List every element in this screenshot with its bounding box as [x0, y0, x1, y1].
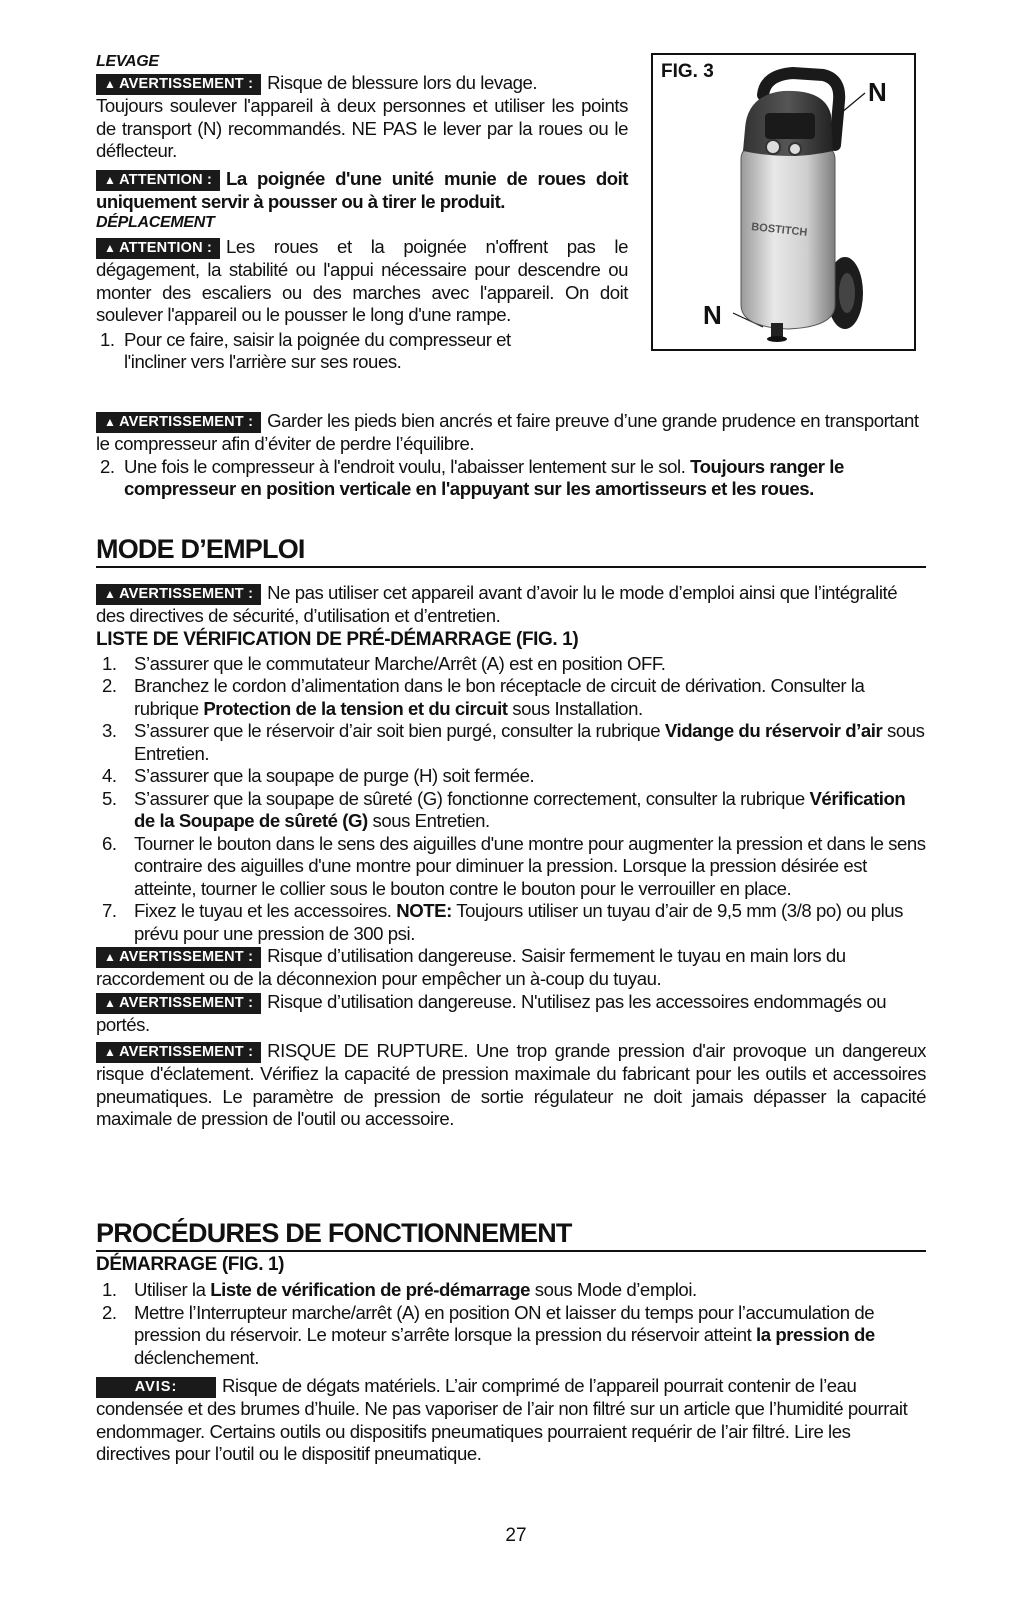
demarrage-title: DÉMARRAGE (FIG. 1) [96, 1254, 285, 1275]
warning-text: Risque d’utilisation dangereuse. Saisir fermement le tuyau en main lors du raccordement ou de la déconnexion pour empêcher un à-coup du tuyau. [96, 945, 846, 989]
warning-text: Ne pas utiliser cet appareil avant d’avoir lu le mode d’emploi ainsi que l’intégralité des directives de sécurité, d’utilisation et d’entretien. [96, 582, 898, 626]
figure-3 [651, 53, 916, 351]
warning-triangle-icon: ▲ [104, 415, 117, 429]
list-item: 5. S’assurer que la soupape de sûreté (G) fonctionne correctement, consulter la rubrique Vérification de la Soupape de sûreté (G) sous Entretien. [102, 787, 906, 831]
levage-section [96, 52, 628, 374]
notice-text: Risque de dégats matériels. L’air comprimé de l’appareil pourrait contenir de l’eau condensée et des brumes d’huile. Ne pas vaporiser de l’air non filtré sur un article que l’humidité pourrait endommager. Certains outils ou dispositifs pneumatiques pourraient requérir de l’air filtré. Lire les directives pour l’outil ou le dispositif pneumatique. [96, 1375, 908, 1464]
attention-text: La poignée d'une unité munie de roues doit uniquement servir à pousser ou à tirer le produit. [96, 167, 628, 212]
warning-text: Garder les pieds bien ancrés et faire preuve d’une grande prudence en transportant le compresseur afin d’éviter de perdre l’équilibre. [96, 410, 919, 454]
manual-page [96, 0, 936, 1600]
warning-text: Risque d’utilisation dangereuse. N'utilisez pas les accessoires endommagés ou portés. [96, 990, 887, 1035]
list-item: 6. Tourner le bouton dans le sens des aiguilles d'une montre pour augmenter la pression et dans le sens contraire des aiguilles d'une montre pour diminuer la pression. Lorsque la pression désirée est atteinte, tourner le collier sous le bouton contre le bouton pour le verrouiller en place. [102, 832, 926, 899]
warning-triangle-icon: ▲ [104, 172, 117, 187]
attention-badge: ▲ ATTENTION : [96, 238, 220, 259]
deplacement-steps-2 [96, 456, 936, 501]
demarrage-steps [96, 1279, 926, 1369]
section-title: PROCÉDURES DE FONCTIONNEMENT [96, 1216, 926, 1252]
warning-badge: ▲ AVERTISSEMENT : [96, 993, 261, 1014]
callout-n-bottom: N [703, 300, 722, 330]
list-item: 4. S’assurer que la soupape de purge (H) soit fermée. [102, 765, 535, 786]
attention-badge: ▲ ATTENTION : [96, 170, 220, 191]
list-item: 3. S’assurer que le réservoir d’air soit bien purgé, consulter la rubrique Vidange du réservoir d’air sous Entretien. [102, 720, 925, 764]
deplacement-steps-1 [96, 329, 628, 374]
procedures-section [96, 1216, 926, 1466]
warning-badge: ▲ AVERTISSEMENT : [96, 947, 261, 968]
warning-triangle-icon: ▲ [104, 587, 117, 601]
list-item: 1. Pour ce faire, saisir la poignée du compresseur et l'incliner vers l'arrière sur ses roues. [100, 328, 511, 372]
checklist [96, 653, 926, 946]
warning-triangle-icon: ▲ [104, 241, 117, 255]
brand-label: BOSTITCH [750, 221, 808, 239]
warning-text: Risque de blessure lors du levage. [267, 72, 538, 93]
list-item: 2. Mettre l’Interrupteur marche/arrêt (A) en position ON et laisser du temps pour l’accumulation de pression du réservoir. Le moteur s’arrête lorsque la pression du réservoir atteint la pression de déclenchement. [102, 1301, 875, 1368]
figure-label: FIG. 3 [661, 61, 714, 82]
section-title: MODE D’EMPLOI [96, 532, 926, 568]
deplacement-continued [96, 410, 936, 501]
warning-badge: ▲ AVERTISSEMENT : [96, 74, 261, 95]
attention-text: Les roues et la poignée n'offrent pas le dégagement, la stabilité ou l'appui nécessaire pour descendre ou monter des escaliers ou des marches avec l'appareil. On doit soulever l'appareil ou le pousser le long d'une rampe. [96, 236, 628, 325]
deplacement-subhead: DÉPLACEMENT [96, 214, 215, 231]
warning-badge: ▲ AVERTISSEMENT : [96, 584, 261, 605]
levage-subhead: LEVAGE [96, 53, 159, 70]
warning-triangle-icon: ▲ [104, 1045, 117, 1059]
compressor-illustration [653, 55, 914, 349]
page-number: 27 [505, 1525, 527, 1546]
warning-badge: ▲ AVERTISSEMENT : [96, 412, 261, 433]
list-item: 2. Branchez le cordon d’alimentation dans le bon réceptacle de circuit de dérivation. Consulter la rubrique Protection de la tension et du circuit sous Installation. [102, 675, 865, 719]
levage-paragraph: Toujours soulever l'appareil à deux personnes et utiliser les points de transport (N) recommandés. NE PAS le lever par la roues ou le déflecteur. [96, 95, 628, 161]
list-item: 2. Une fois le compresseur à l'endroit voulu, l'abaisser lentement sur le sol. Toujours ranger le compresseur en position verticale en l'appuyant sur les amortisseurs et les roues. [100, 455, 844, 499]
callout-n-top: N [868, 77, 887, 107]
list-item: 1. S’assurer que le commutateur Marche/Arrêt (A) est en position OFF. [102, 652, 666, 674]
mode-emploi-section [96, 532, 926, 1131]
list-item: 1. Utiliser la Liste de vérification de pré-démarrage sous Mode d’emploi. [102, 1279, 697, 1300]
warning-text: RISQUE DE RUPTURE. Une trop grande pression d'air provoque un dangereux risque d'éclatement. Vérifiez la capacité de pression maximale du fabricant pour les outils et accessoires pneumatiques. Le paramètre de pression de sortie régulateur ne doit jamais dépasser la capacité maximale de pression de l'outil ou accessoire. [96, 1040, 926, 1129]
checklist-title: LISTE DE VÉRIFICATION DE PRÉ-DÉMARRAGE (FIG. 1) [96, 628, 579, 650]
warning-triangle-icon: ▲ [104, 77, 117, 91]
notice-badge: AVIS: [96, 1377, 216, 1398]
list-item: 7. Fixez le tuyau et les accessoires. NOTE: Toujours utiliser un tuyau d’air de 9,5 mm (3/8 po) ou plus prévu pour une pression de 300 psi. [102, 900, 904, 944]
warning-triangle-icon: ▲ [104, 950, 117, 964]
warning-badge: ▲ AVERTISSEMENT : [96, 1042, 261, 1063]
warning-triangle-icon: ▲ [104, 995, 117, 1010]
